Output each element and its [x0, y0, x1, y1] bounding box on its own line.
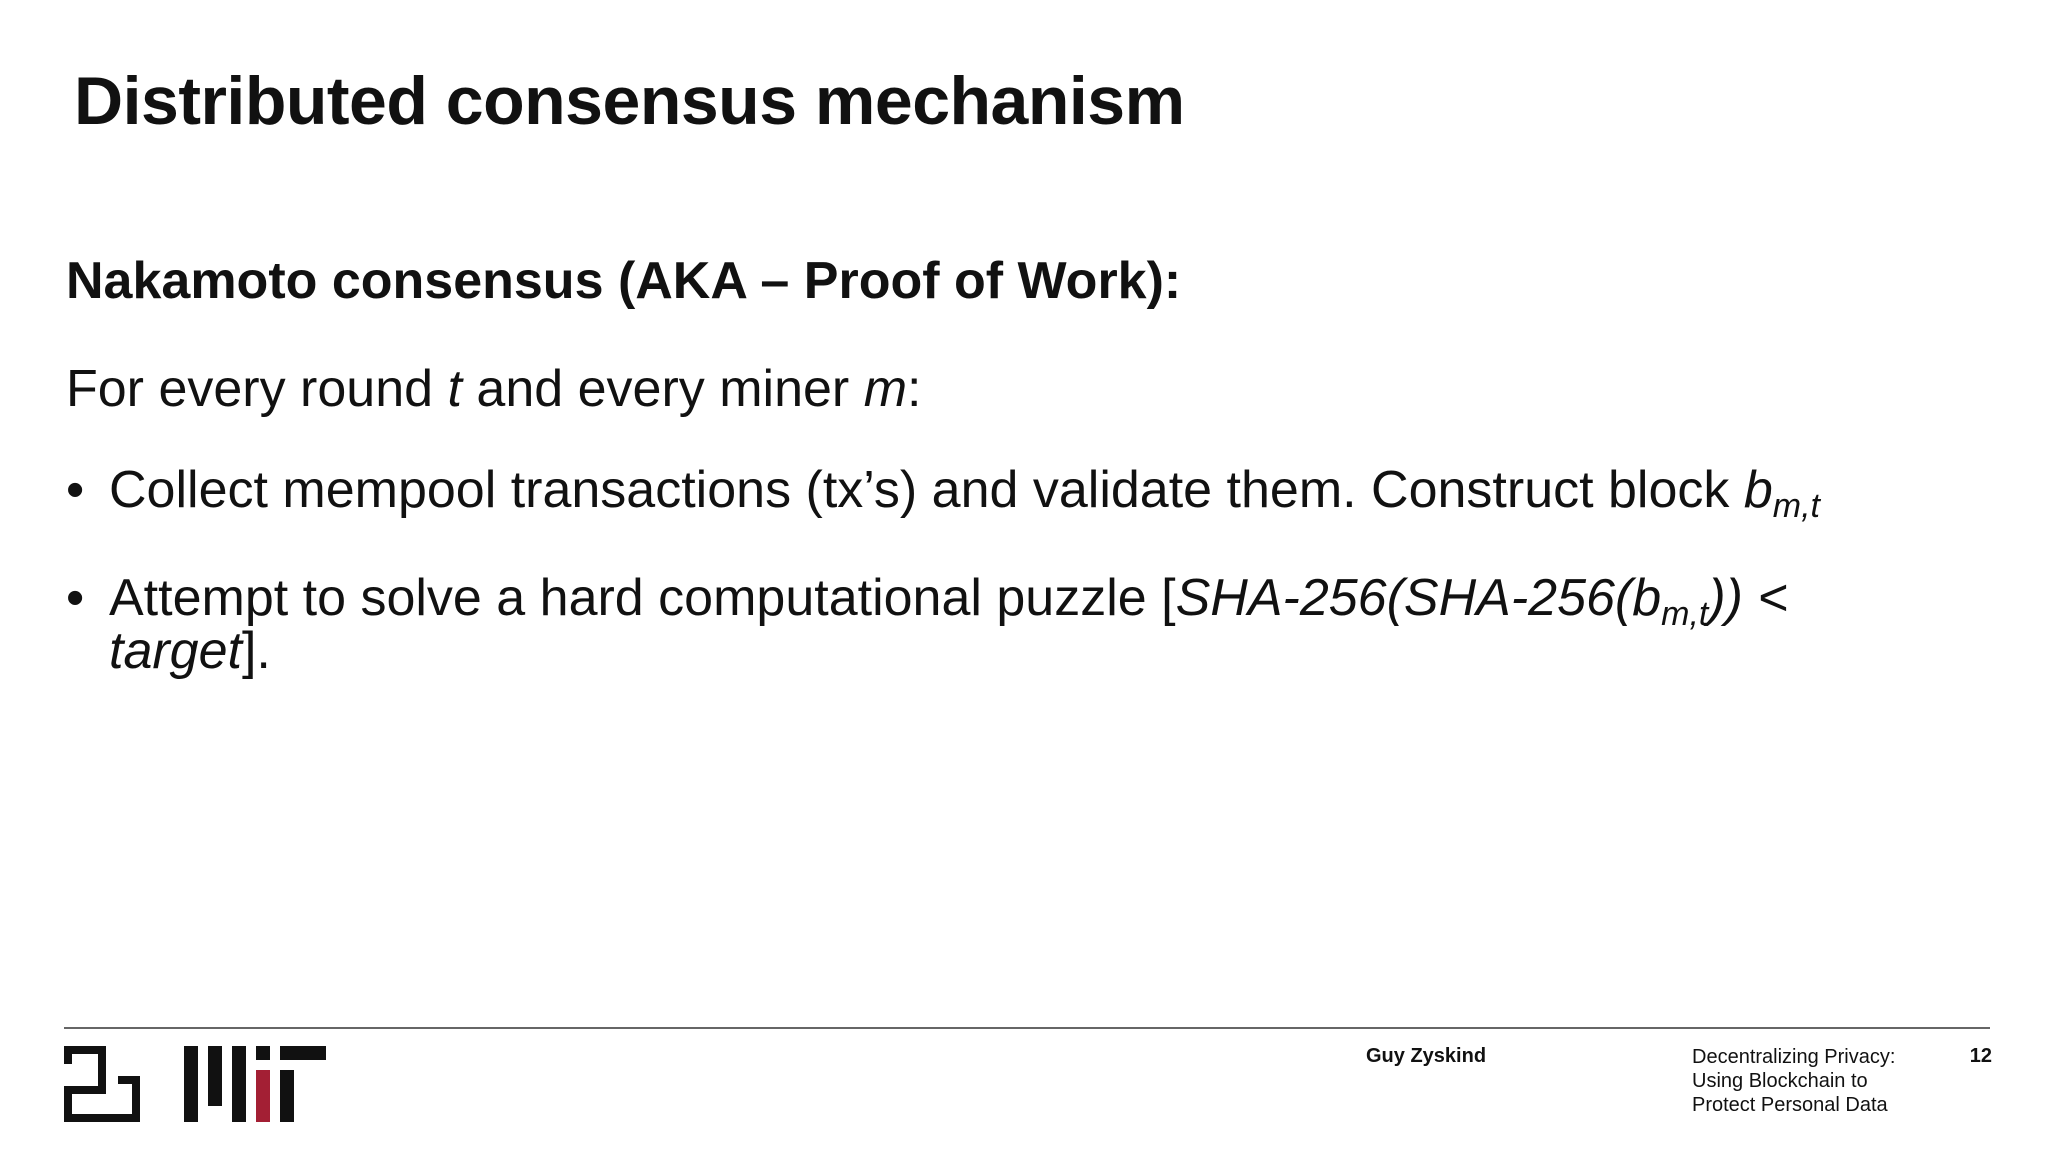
footer-presentation-title: [1692, 1045, 1895, 1117]
slide-title: Distributed consensus mechanism: [74, 63, 1185, 139]
intro-prefix: For every round: [66, 360, 448, 418]
formula-end: )) < target: [109, 569, 1788, 680]
corner-logo-stroke: [68, 1050, 102, 1122]
intro-suffix: :: [907, 360, 922, 418]
mit-bar-3: [232, 1046, 246, 1122]
mit-top-bar: [280, 1046, 326, 1060]
intro-line: [66, 358, 1946, 420]
bullet-text: Collect mempool transactions (tx’s) and validate them. Construct block: [109, 461, 1744, 519]
miner-variable: m: [863, 360, 908, 418]
footer-title-line: Using Blockchain to: [1692, 1070, 1868, 1092]
formula-start: SHA-256(SHA-256(b: [1175, 569, 1662, 627]
bullet-text: Attempt to solve a hard computational puzzle [: [109, 569, 1176, 627]
footer-divider: [64, 1027, 1990, 1029]
bullet-solve-puzzle: [66, 569, 1946, 680]
footer-title-line: Protect Personal Data: [1692, 1094, 1888, 1116]
footer-author: Guy Zyskind: [1366, 1045, 1487, 1067]
bullet-collect-transactions: [66, 461, 1946, 525]
bullet-dot-icon: •: [66, 461, 85, 519]
bullet-suffix: ].: [241, 622, 271, 680]
intro-middle: and every miner: [461, 360, 864, 418]
bullet-list: [66, 461, 1946, 680]
subheading: Nakamoto consensus (AKA – Proof of Work):: [66, 252, 1182, 310]
block-variable: b: [1743, 461, 1773, 519]
block-subscript: m,t: [1772, 487, 1820, 525]
mit-bar-2: [208, 1046, 222, 1106]
footer-title-line: Decentralizing Privacy:: [1692, 1046, 1896, 1068]
corner-logo-icon: [64, 1046, 140, 1122]
bullet-dot-icon: •: [66, 569, 85, 627]
mit-bar-5: [280, 1070, 294, 1122]
mit-dot: [256, 1046, 270, 1060]
mit-bar-1: [184, 1046, 198, 1122]
slide-content: [66, 250, 1946, 733]
mit-bar-red: [256, 1070, 270, 1122]
round-variable: t: [447, 360, 462, 418]
page-number: 12: [1969, 1045, 1992, 1067]
formula-subscript: m,t: [1661, 595, 1709, 633]
mit-logo-icon: [184, 1046, 326, 1122]
